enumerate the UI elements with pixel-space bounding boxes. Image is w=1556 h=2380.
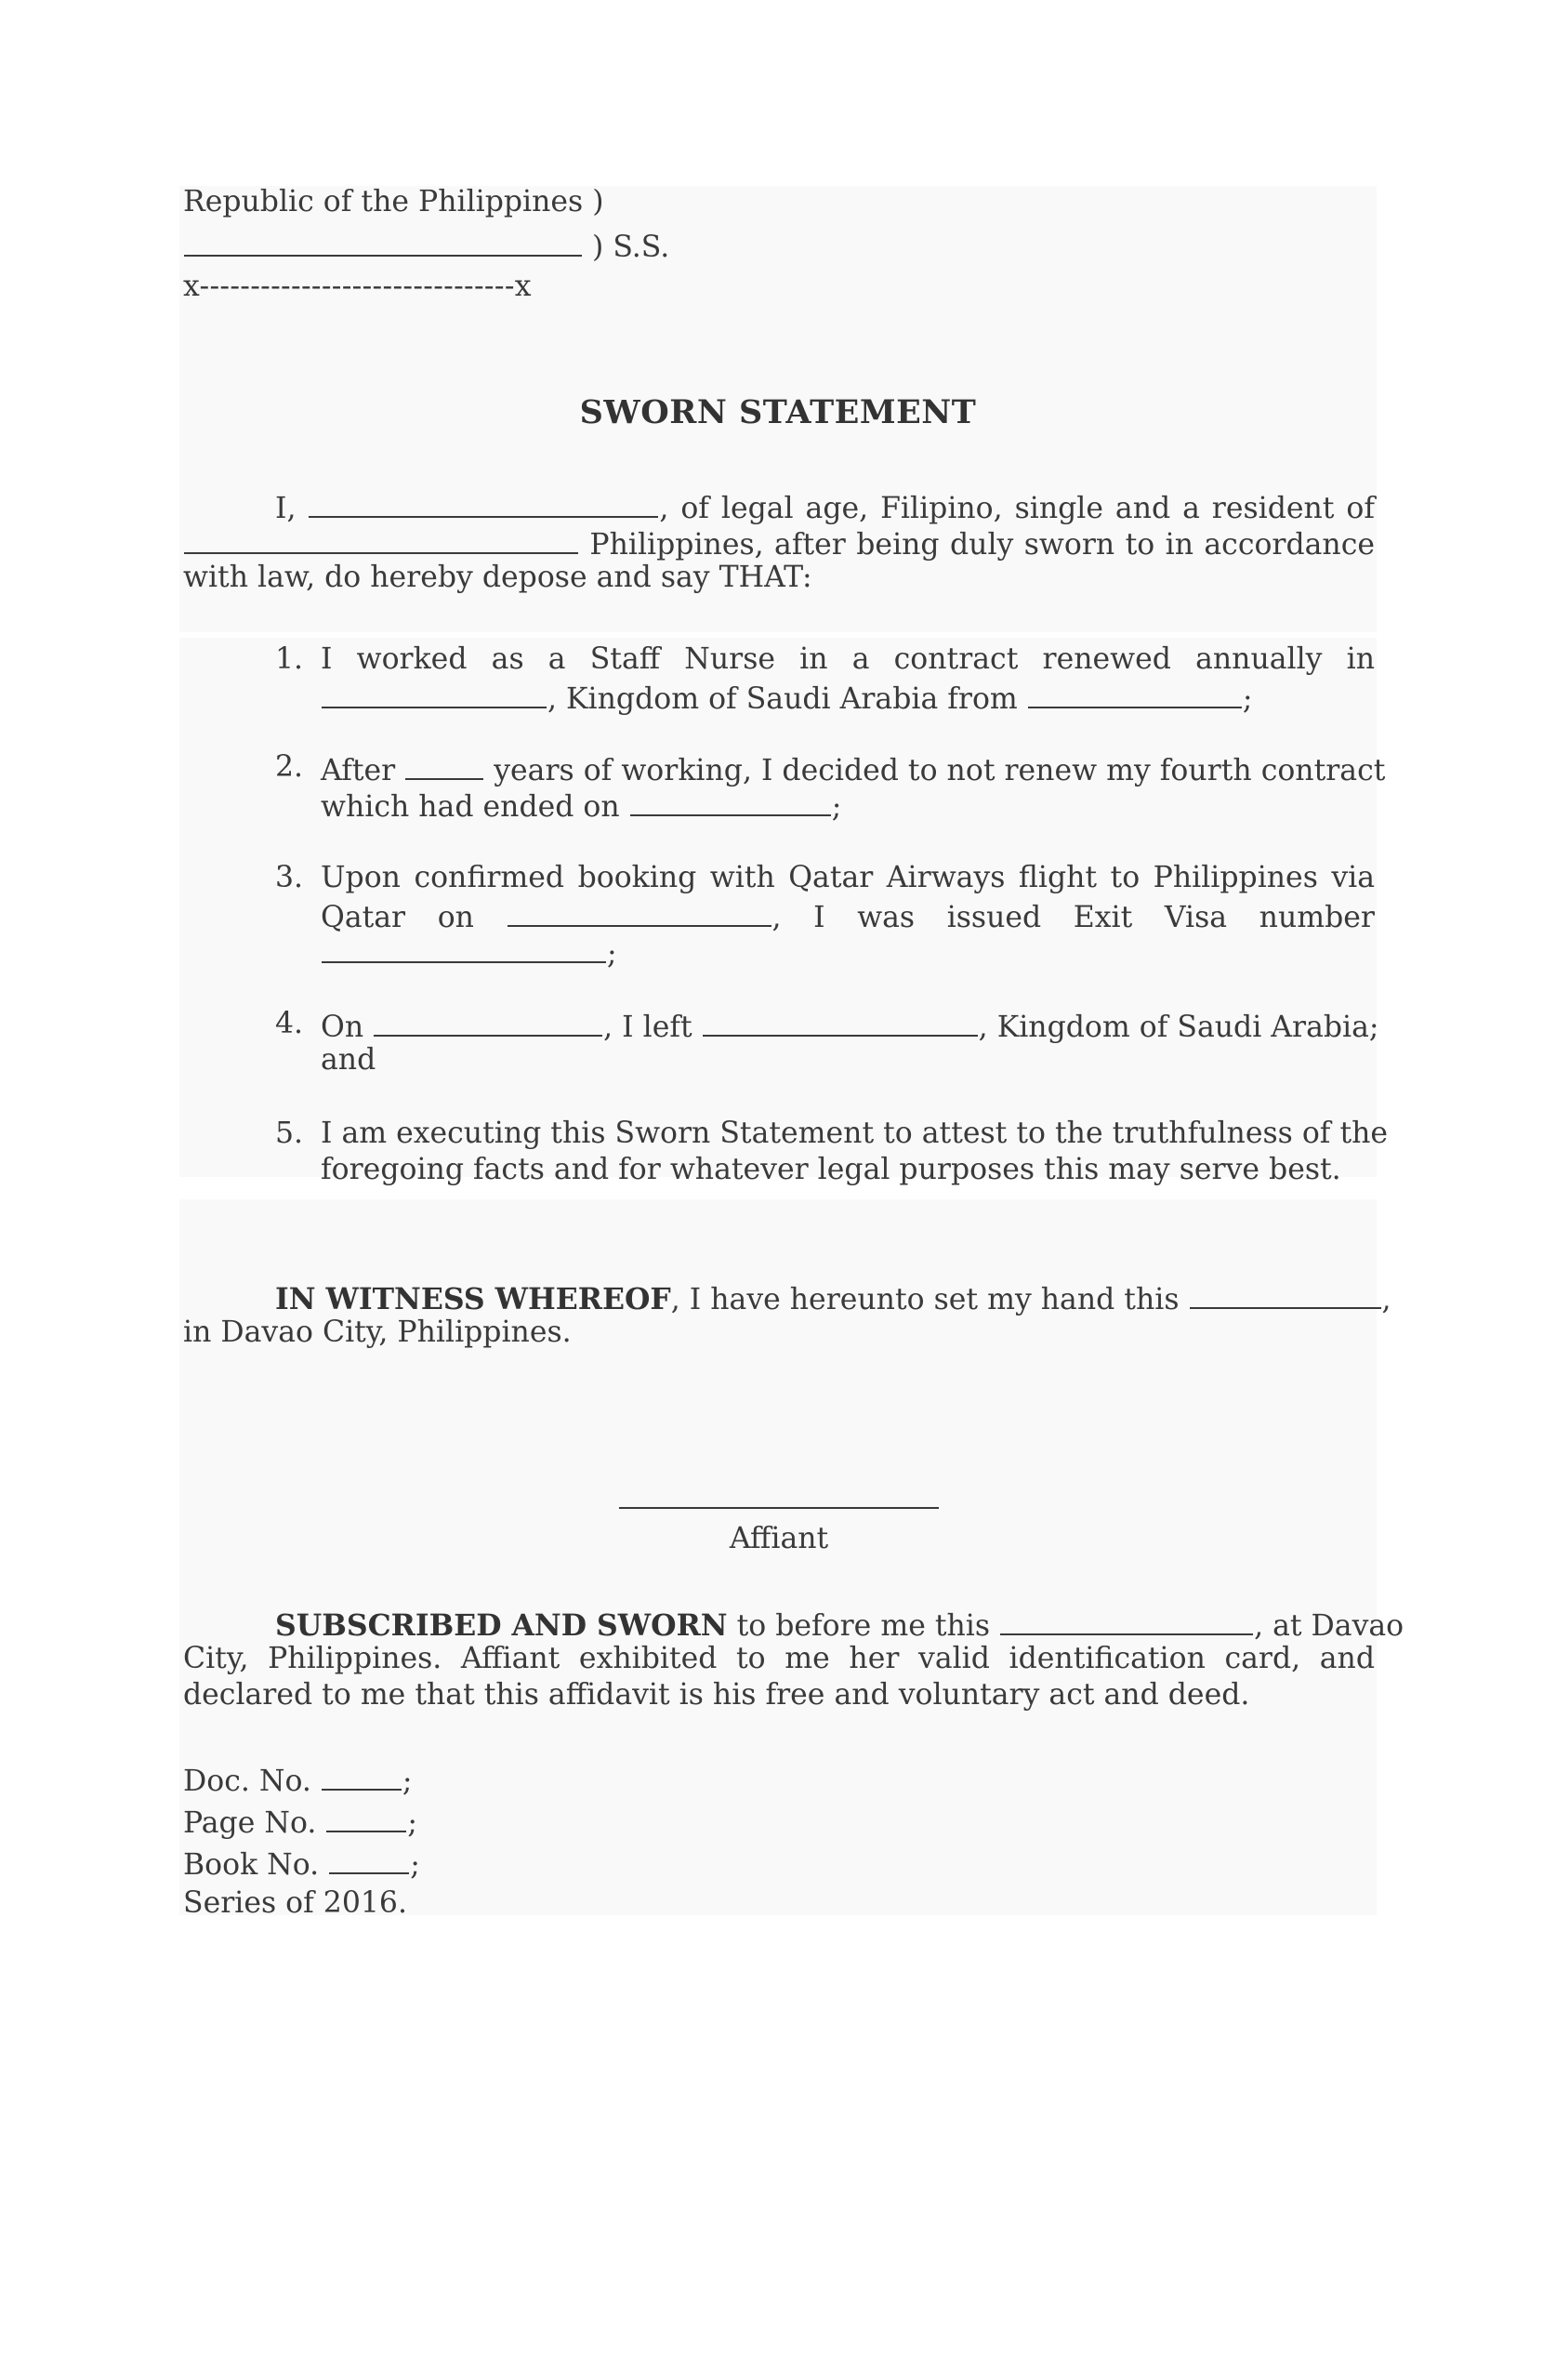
item-4-text-3: , Kingdom of Saudi Arabia; xyxy=(978,1011,1379,1044)
item-3-number: 3. xyxy=(275,861,304,894)
item-4-line-2: and xyxy=(321,1043,376,1077)
book-no-blank[interactable] xyxy=(329,1844,409,1874)
intro-text-1: , of legal age, Filipino, single and a resident of xyxy=(659,492,1376,525)
doc-no-blank[interactable] xyxy=(322,1760,402,1791)
book-no-label: Book No. xyxy=(183,1848,320,1882)
item-4-text-2: , I left xyxy=(603,1011,692,1044)
departure-city-blank[interactable] xyxy=(703,1006,978,1037)
item-2-text-2: years of working, I decided to not renew my fourth contract xyxy=(494,754,1386,787)
start-date-blank[interactable] xyxy=(1028,678,1242,708)
page-no-label: Page No. xyxy=(183,1806,317,1840)
item-2-text-1: After xyxy=(321,754,396,787)
doc-no-end: ; xyxy=(402,1765,413,1798)
intro-text-2: Philippines, after being duly sworn to in accordance xyxy=(589,528,1376,562)
item-3-line-1: Upon confirmed booking with Qatar Airways flight to Philippines via xyxy=(321,861,1375,894)
item-4-line-1 xyxy=(321,1006,1379,1046)
witness-date-blank[interactable] xyxy=(1190,1278,1381,1309)
departure-date-blank[interactable] xyxy=(374,1006,602,1037)
intro-line-1 xyxy=(275,487,1375,527)
city-blank[interactable] xyxy=(322,678,547,708)
page-no-blank[interactable] xyxy=(326,1802,406,1832)
series-year: Series of 2016. xyxy=(183,1886,407,1920)
page-no xyxy=(183,1802,1375,1842)
jurat-text-2: , at Davao xyxy=(1254,1609,1404,1643)
item-2-number: 2. xyxy=(275,750,304,784)
visa-number-blank[interactable] xyxy=(322,932,606,963)
item-1-line-2 xyxy=(321,678,1375,718)
book-no xyxy=(183,1844,1375,1884)
jurat-text-1: to before me this xyxy=(736,1609,991,1643)
name-blank[interactable] xyxy=(309,487,658,518)
witness-text: , I have hereunto set my hand this xyxy=(670,1283,1180,1316)
jurat-line-2: City, Philippines. Affiant exhibited to me her valid identification card, and xyxy=(183,1642,1375,1675)
witness-line-2: in Davao City, Philippines. xyxy=(183,1316,572,1349)
years-blank[interactable] xyxy=(405,749,483,780)
item-1-number: 1. xyxy=(275,642,304,676)
item-5-line-2: foregoing facts and for whatever legal purposes this may serve best. xyxy=(321,1153,1341,1186)
doc-no xyxy=(183,1760,1375,1800)
book-no-end: ; xyxy=(410,1848,420,1882)
witness-end: , xyxy=(1381,1283,1391,1316)
jurat-date-blank[interactable] xyxy=(1000,1605,1253,1635)
item-4-number: 4. xyxy=(275,1007,304,1040)
booking-date-blank[interactable] xyxy=(508,896,771,927)
item-3-end: ; xyxy=(607,937,617,971)
item-4-text-1: On xyxy=(321,1011,364,1044)
doc-no-label: Doc. No. xyxy=(183,1765,311,1798)
caption-divider: x-------------------------------x xyxy=(183,270,532,303)
caption-line-2 xyxy=(183,226,1375,266)
ss-text: ) S.S. xyxy=(592,231,670,264)
item-3-line-3 xyxy=(321,932,1375,972)
caption-line-1: Republic of the Philippines ) xyxy=(183,185,604,218)
item-5-number: 5. xyxy=(275,1117,304,1150)
item-3-text-3: , I was issued Exit Visa number xyxy=(771,901,1375,934)
item-3-text-2: Qatar on xyxy=(321,901,474,934)
witness-heading: IN WITNESS WHEREOF xyxy=(275,1282,671,1316)
item-2-line-2 xyxy=(321,786,1375,826)
item-5-line-1: I am executing this Sworn Statement to attest to the truthfulness of the xyxy=(321,1117,1389,1150)
item-2-end: ; xyxy=(831,790,842,824)
affiant-label: Affiant xyxy=(729,1522,829,1555)
item-2-line-1 xyxy=(321,749,1386,789)
page-no-end: ; xyxy=(407,1806,418,1840)
residence-blank[interactable] xyxy=(184,523,578,554)
jurat-heading: SUBSCRIBED AND SWORN xyxy=(275,1608,728,1643)
jurat-line-1 xyxy=(275,1605,1404,1645)
witness-line-1 xyxy=(275,1278,1391,1318)
page-title: SWORN STATEMENT xyxy=(579,393,977,431)
contract-end-blank[interactable] xyxy=(630,786,831,816)
intro-i: I, xyxy=(275,492,297,525)
item-2-text-3: which had ended on xyxy=(321,790,620,824)
item-1-line-1: I worked as a Staff Nurse in a contract renewed annually in xyxy=(321,642,1375,676)
item-3-line-2 xyxy=(321,896,1375,936)
item-1-text-2: , Kingdom of Saudi Arabia from xyxy=(547,682,1018,716)
intro-line-3: with law, do hereby depose and say THAT: xyxy=(183,561,812,594)
signature-line[interactable] xyxy=(619,1507,939,1509)
intro-line-2 xyxy=(183,523,1375,563)
venue-blank[interactable] xyxy=(184,226,582,257)
item-1-end: ; xyxy=(1242,682,1253,716)
jurat-line-3: declared to me that this affidavit is his free and voluntary act and deed. xyxy=(183,1678,1250,1712)
